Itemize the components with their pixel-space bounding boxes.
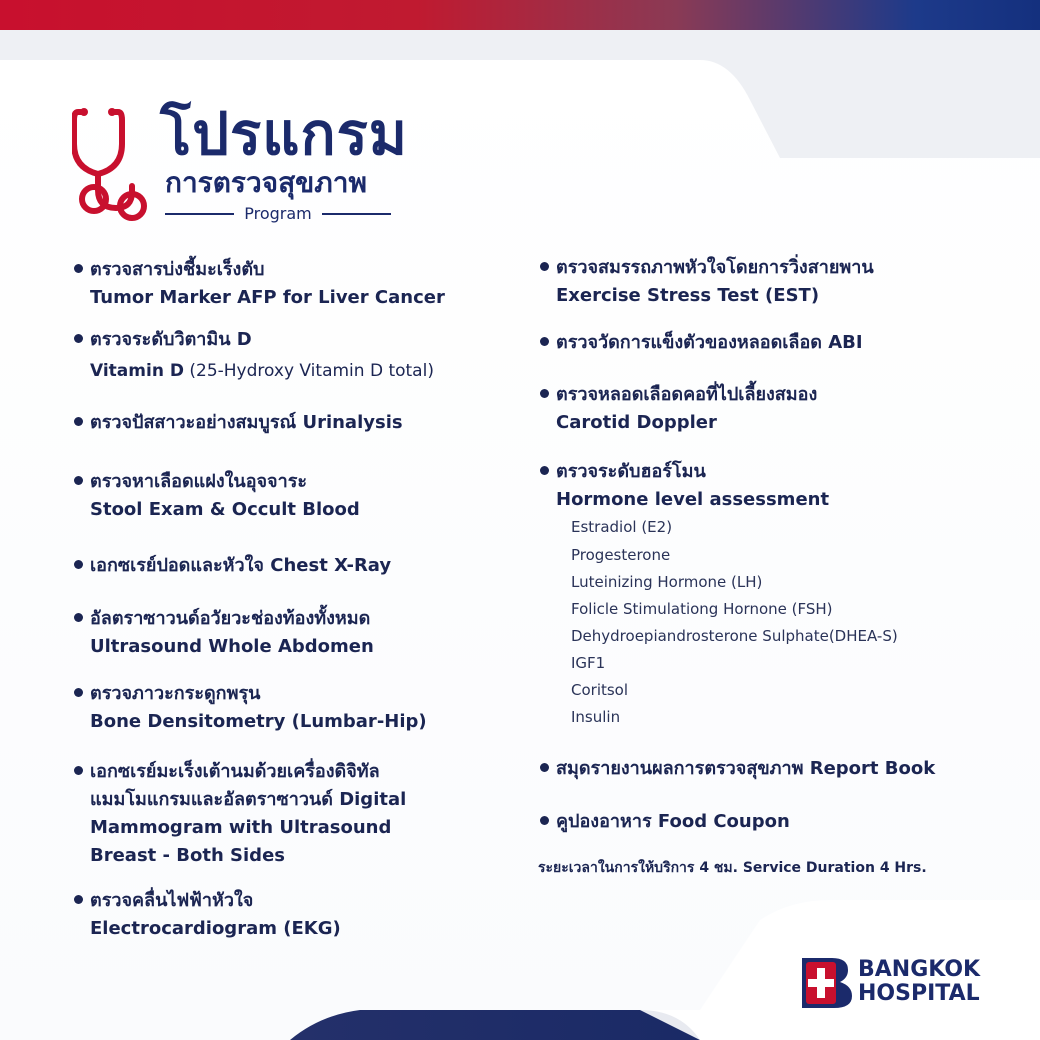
logo-line-2: HOSPITAL bbox=[858, 981, 980, 1006]
stethoscope-icon bbox=[72, 98, 164, 223]
item-th: สมุดรายงานผลการตรวจสุขภาพ Report Book bbox=[556, 758, 936, 779]
bullet-icon bbox=[540, 466, 549, 475]
title-program: Program bbox=[244, 204, 312, 223]
logo-text bbox=[858, 958, 980, 1006]
item-th: ตรวจสารบ่งชี้มะเร็งตับ bbox=[90, 259, 265, 280]
list-item-food-coupon bbox=[540, 808, 790, 836]
item-line-2: แมมโมแกรมและอัลตราซาวนด์ Digital bbox=[90, 789, 407, 810]
bangkok-hospital-logo bbox=[802, 958, 1002, 1008]
item-en: Electrocardiogram (EKG) bbox=[90, 918, 341, 939]
hormone-item: Progesterone bbox=[571, 546, 671, 564]
item-en: Hormone level assessment bbox=[556, 489, 830, 510]
hormone-item: Coritsol bbox=[571, 681, 629, 699]
item-en: Ultrasound Whole Abdomen bbox=[90, 636, 374, 657]
list-item-afp bbox=[74, 256, 445, 312]
list-item-ultrasound bbox=[74, 605, 374, 661]
item-th: ตรวจคลื่นไฟฟ้าหัวใจ bbox=[90, 890, 254, 911]
list-item-ekg bbox=[74, 887, 341, 943]
bullet-icon bbox=[74, 895, 83, 904]
item-en-light: (25-Hydroxy Vitamin D total) bbox=[183, 361, 434, 381]
bullet-icon bbox=[74, 476, 83, 485]
list-item-abi bbox=[540, 329, 863, 357]
item-en-bold: Vitamin D bbox=[90, 361, 184, 381]
list-item-est bbox=[540, 254, 874, 310]
item-th: ตรวจหาเลือดแฝงในอุจจาระ bbox=[90, 471, 308, 492]
list-item-vitamin-d bbox=[74, 326, 434, 388]
divider-right bbox=[322, 213, 391, 215]
list-item-carotid bbox=[540, 381, 817, 437]
item-line-3: Mammogram with Ultrasound bbox=[90, 817, 392, 838]
title-program-line bbox=[165, 204, 391, 224]
hormone-item: Estradiol (E2) bbox=[571, 518, 673, 536]
item-en: Stool Exam & Occult Blood bbox=[90, 499, 360, 520]
item-th: คูปองอาหาร Food Coupon bbox=[556, 811, 790, 832]
bullet-icon bbox=[74, 766, 83, 775]
bullet-icon bbox=[540, 389, 549, 398]
item-line-4: Breast - Both Sides bbox=[90, 845, 285, 866]
item-th: ตรวจวัดการแข็งตัวของหลอดเลือด ABI bbox=[556, 332, 863, 353]
divider-left bbox=[165, 213, 234, 215]
item-th: ตรวจหลอดเลือดคอที่ไปเลี้ยงสมอง bbox=[556, 384, 818, 405]
bullet-icon bbox=[74, 417, 83, 426]
list-item-hormone bbox=[540, 458, 829, 514]
title-sub: การตรวจสุขภาพ bbox=[165, 166, 367, 199]
title-main: โปรแกรม bbox=[160, 100, 409, 168]
item-th: ตรวจระดับวิตามิน D bbox=[90, 329, 252, 350]
bullet-icon bbox=[74, 613, 83, 622]
hormone-item: Folicle Stimulationg Hornone (FSH) bbox=[571, 600, 833, 618]
list-item-bone bbox=[74, 680, 427, 736]
bullet-icon bbox=[540, 262, 549, 271]
bullet-icon bbox=[74, 560, 83, 569]
item-en: Bone Densitometry (Lumbar-Hip) bbox=[90, 711, 427, 732]
bullet-icon bbox=[540, 816, 549, 825]
item-en: Exercise Stress Test (EST) bbox=[556, 285, 820, 306]
top-gradient-bar bbox=[0, 0, 1040, 30]
bullet-icon bbox=[540, 337, 549, 346]
item-th: เอกซเรย์มะเร็งเต้านมด้วยเครื่องดิจิทัล bbox=[90, 761, 380, 782]
list-item-stool bbox=[74, 468, 360, 524]
bullet-icon bbox=[74, 688, 83, 697]
item-th: ตรวจปัสสาวะอย่างสมบูรณ์ Urinalysis bbox=[90, 412, 403, 433]
item-th: ตรวจสมรรถภาพหัวใจโดยการวิ่งสายพาน bbox=[556, 257, 874, 278]
list-item-mammogram bbox=[74, 758, 406, 870]
program-header bbox=[72, 98, 409, 230]
item-th: ตรวจภาวะกระดูกพรุน bbox=[90, 683, 261, 704]
item-en: Tumor Marker AFP for Liver Cancer bbox=[90, 287, 445, 308]
item-th: ตรวจระดับฮอร์โมน bbox=[556, 461, 706, 482]
item-th: อัลตราซาวนด์อวัยวะช่องท้องทั้งหมด bbox=[90, 608, 371, 629]
list-item-urinalysis bbox=[74, 409, 403, 437]
item-en: Carotid Doppler bbox=[556, 412, 717, 433]
bullet-icon bbox=[74, 264, 83, 273]
item-en bbox=[74, 354, 434, 388]
service-duration: ระยะเวลาในการให้บริการ 4 ชม. Service Duration 4 Hrs. bbox=[538, 860, 927, 876]
bullet-icon bbox=[74, 334, 83, 343]
hormone-item: IGF1 bbox=[571, 654, 606, 672]
logo-line-1: BANGKOK bbox=[858, 957, 981, 982]
hospital-cross-logo-icon bbox=[802, 958, 852, 1008]
bullet-icon bbox=[540, 763, 549, 772]
hormone-item: Insulin bbox=[571, 708, 621, 726]
list-item-report-book bbox=[540, 755, 935, 783]
list-item-chest-xray bbox=[74, 552, 391, 580]
hormone-item: Luteinizing Hormone (LH) bbox=[571, 573, 763, 591]
item-th: เอกซเรย์ปอดและหัวใจ Chest X-Ray bbox=[90, 555, 392, 576]
hormone-item: Dehydroepiandrosterone Sulphate(DHEA-S) bbox=[571, 627, 898, 645]
